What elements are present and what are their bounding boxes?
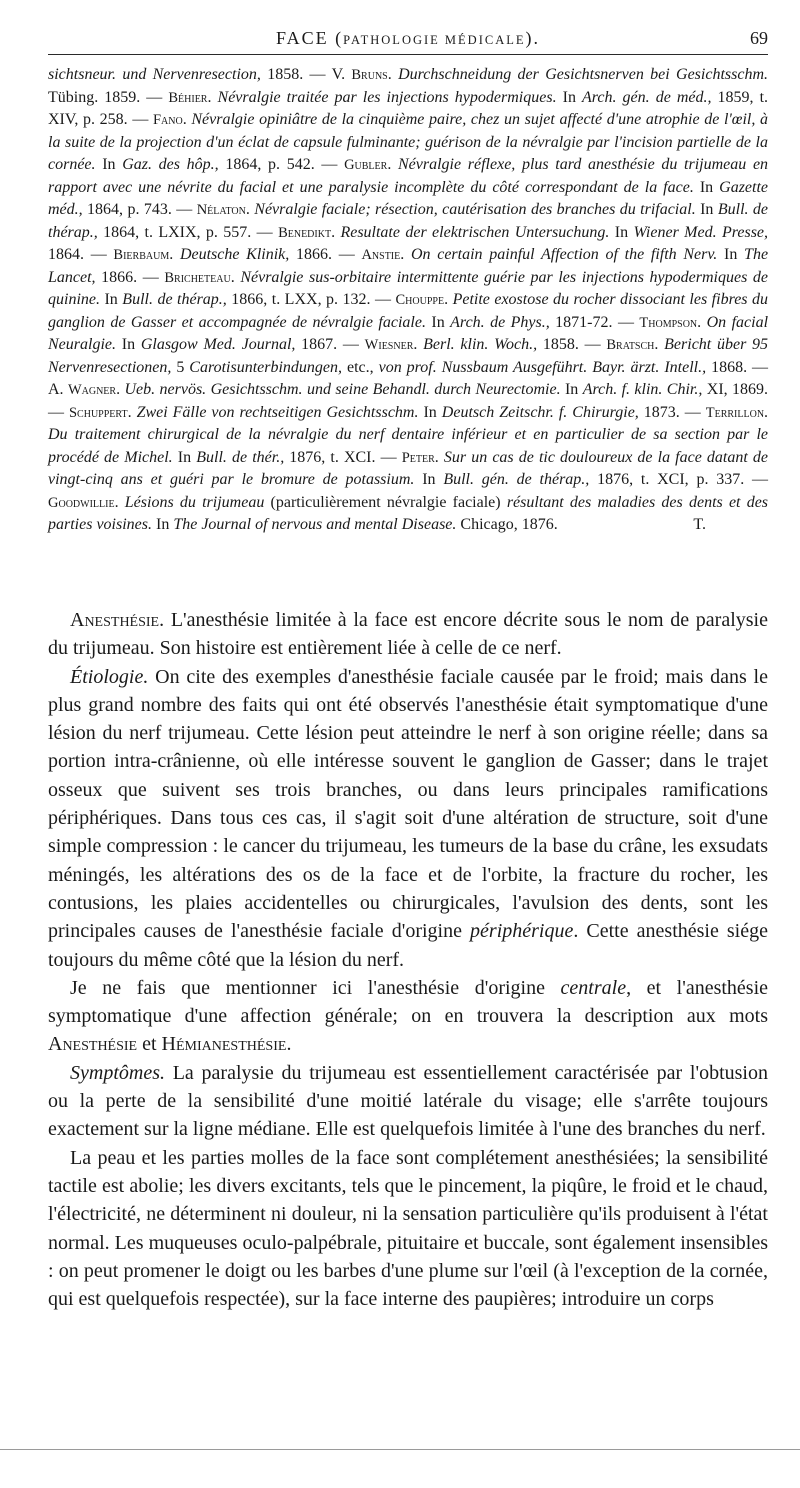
bib-text: In: [695, 201, 718, 218]
bib-text: .: [245, 201, 255, 218]
bib-journal: Bull. gén. de thérap.,: [443, 471, 590, 488]
bib-title: von prof. Nussbaum Ausgeführt. Bayr. ärzt. Intell.,: [378, 358, 707, 376]
bib-text: .: [400, 246, 411, 263]
bib-author: Nélaton: [196, 202, 246, 218]
bib-author: Bierbaum: [113, 247, 170, 263]
bib-text: .: [116, 381, 125, 398]
bib-title: sichtsneur. und Nervenresection,: [48, 66, 261, 83]
bib-journal: Wiener Med. Presse,: [633, 223, 769, 241]
bib-text: In: [425, 313, 451, 331]
bib-text: .: [434, 448, 444, 466]
bib-title: Névralgie traitée par les injections hypodermiques.: [217, 88, 557, 106]
paragraph-text: Je ne fais que mentionner ici l'anesthésie d'origine: [70, 976, 561, 999]
paragraph-text: et: [137, 1033, 162, 1056]
bib-title: Névralgie réflexe, plus tard anesthésie du trijumeau en rapport avec une névrite du facial et une paralysie incomplète du côté correspondant de la face.: [48, 156, 769, 196]
bib-text: XI, 1869. —: [48, 381, 769, 421]
bib-author: Schuppert: [68, 404, 128, 421]
bib-text: In: [609, 223, 634, 241]
bib-journal: Arch. gén. de méd.,: [582, 88, 712, 106]
cross-reference: Hémianesthésie: [161, 1033, 287, 1056]
bib-text: .: [654, 336, 665, 353]
running-title: [48, 28, 768, 49]
bib-title: Bericht über 95 Nervenresectionen,: [48, 336, 769, 376]
bib-text: In: [172, 448, 197, 466]
bib-author: Wagner: [67, 382, 117, 398]
bib-text: In: [100, 291, 123, 308]
author-signature: T.: [693, 516, 706, 533]
bib-author: Peter: [401, 449, 435, 466]
bib-text: .: [697, 313, 707, 331]
bib-journal: Deutsch Zeitschr. f. Chirurgie,: [441, 403, 639, 421]
page-number: 69: [750, 28, 768, 48]
bib-text: .: [169, 246, 180, 263]
bib-journal: Arch. de Phys.,: [450, 313, 550, 331]
paragraph-text: La paralysie du trijumeau est essentiellement caractérisée par l'obtusion ou la perte de la sensibilité d'une moitié latérale du visage; elle s'arrête toujours exactement sur la ligne médiane. Elle est quelquefois limitée à l'une des branches du nerf.: [48, 1061, 768, 1141]
bib-author: Chouppe: [395, 292, 445, 308]
bib-text: 1867. —: [295, 336, 365, 353]
bib-author: Bricheteau: [164, 269, 231, 286]
bib-text: .: [331, 223, 341, 241]
bib-text: In: [693, 178, 720, 196]
bib-author: Wiesner: [364, 337, 414, 353]
bib-journal: Gaz. des hôp.,: [122, 156, 219, 173]
bib-title: Du traitement chirurgical de la névralgie du nerf dentaire inférieur et en particulier de sa section par le procédé de Michel.: [48, 426, 768, 466]
bib-title: Névralgie sus-orbitaire intermittente guérie par les injections hypodermiques de quinine.: [48, 268, 769, 308]
bib-text: In: [116, 336, 141, 353]
bib-text: Chicago, 1876.: [456, 516, 558, 533]
bib-author: Thompson: [639, 314, 698, 331]
running-header: [48, 26, 768, 55]
bib-text: 1858. —: [537, 336, 607, 353]
paragraph-text: L'anesthésie limitée à la face est encore décrite sous le nom de paralysie du trijumeau. Son histoire est entièrement liée à celle de ce nerf.: [48, 609, 768, 660]
bib-text: .: [182, 111, 192, 128]
bib-text: etc.,: [342, 358, 379, 376]
main-text: [48, 606, 768, 1313]
bib-text: .: [230, 268, 241, 286]
bib-journal: Glasgow Med. Journal,: [140, 336, 296, 353]
emphasis: périphérique: [470, 920, 574, 943]
bib-journal: The Journal of nervous and mental Disease.: [173, 516, 457, 533]
bib-text: 1876, t. XCI. —: [284, 448, 402, 466]
bib-title: Durchschneidung der Gesichtsnerven bei Gesichtsschm.: [398, 66, 769, 83]
bib-author: Bruns: [351, 67, 388, 83]
bib-journal: Bull. de thérap.,: [48, 201, 769, 241]
bib-text: In: [414, 471, 444, 488]
emphasis: centrale: [560, 976, 627, 999]
bibliography-paragraph: [48, 64, 768, 537]
paragraph-text: .: [286, 1033, 292, 1056]
bib-author: Benedikt: [278, 224, 332, 241]
bib-text: In: [152, 516, 174, 533]
bib-text: 1873. —: [638, 403, 706, 421]
bib-title: Zwei Fälle von rechtseitigen Gesichtsschm.: [136, 403, 419, 421]
paragraph-etiologie: [48, 663, 768, 974]
bib-title: Névralgie faciale; résection, cautérisation des branches du trifacial.: [254, 201, 696, 218]
bib-journal: Bull. de thérap.,: [122, 291, 227, 308]
paragraph-text: On cite des exemples d'anesthésie faciale causée par le froid; mais dans le plus grand nombre des faits qui ont été observés l'anesthésie était symptomatique d'une lésion du nerf trijumeau. Cette lésion peut atteindre le nerf à son origine réelle; dans sa portion intra-crânienne, où elle intéresse souvent le ganglion de Gasser; dans le trajet osseux que suivent ses trois branches, ou dans leurs principales ramifications périphériques. Dans tous ces cas, il s'agit soit d'une altération de structure, soit d'une simple compression : le cancer du trijumeau, les tumeurs de la base du crâne, les exsudats méningés, les altérations des os de la face et de l'orbite, la fracture du rocher, les contusions, les plaies accidentelles ou chirurgicales, l'avulsion des dents, sont les principales causes de l'anesthésie faciale d'origine: [48, 665, 768, 943]
bib-text: In: [560, 381, 583, 398]
bib-journal: Deutsche Klinik,: [179, 246, 290, 263]
bib-author: Béhier: [168, 89, 208, 106]
paragraph-centrale: [48, 974, 768, 1059]
bib-title: Petite exostose du rocher dissociant les fibres du ganglion de Gasser et accompagnée de névralgie faciale.: [48, 291, 769, 331]
bib-text: 1864, t. LXIX, p. 557. —: [97, 223, 279, 241]
bib-text: In: [717, 246, 745, 263]
bib-text: 1866. —: [95, 268, 165, 286]
bib-title: Resultate der elektrischen Untersuchung.: [340, 223, 610, 241]
bib-journal: Gazette méd.,: [48, 178, 769, 218]
bib-text: In: [95, 156, 123, 173]
paragraph-text: , et l'anesthésie symptomatique d'une affection générale; on en trouvera la description aux mots: [48, 976, 769, 1028]
bottom-rule: [0, 1449, 800, 1450]
bib-author: Anstie: [361, 247, 401, 263]
bib-journal: Bull. de thér.,: [196, 448, 285, 466]
bib-text: .: [207, 88, 218, 106]
bib-text: In: [418, 403, 442, 421]
bib-author: Fano: [152, 112, 183, 128]
bib-title: On certain painful Affection of the fifth Nerv.: [410, 246, 718, 263]
bib-journal: Berl. klin. Woch.,: [423, 336, 538, 353]
paragraph-anesthesie: [48, 606, 768, 663]
bib-text: 1876, t. XCI, p. 337. —: [589, 471, 769, 488]
bib-text: 1864. —: [48, 246, 114, 263]
bib-text: Tübing. 1859. —: [48, 88, 169, 106]
bib-text: 1859, t. XIV, p. 258. —: [48, 88, 769, 128]
bib-author: Bratsch: [606, 337, 655, 353]
bib-text: .: [764, 403, 769, 421]
bib-author: Gubler: [344, 157, 388, 173]
bib-text: 1864, p. 743. —: [82, 201, 197, 218]
title-end: ).: [525, 28, 540, 48]
paragraph-text: . Cette anesthésie siége toujours du même côté que la lésion du nerf.: [48, 920, 768, 971]
bib-text: 1866. —: [289, 246, 362, 263]
bib-text: (particulièrement névralgie faciale): [264, 493, 507, 511]
title-subtitle: PATHOLOGIE MÉDICALE: [343, 33, 526, 47]
bib-author: Goodwillie: [48, 494, 115, 511]
bibliography-block: [48, 64, 768, 537]
bib-text: .: [413, 336, 424, 353]
bib-text: 5: [171, 358, 190, 376]
section-label: Symptômes.: [70, 1061, 165, 1084]
bib-text: .: [444, 291, 453, 308]
bib-title: On facial Neuralgie.: [48, 313, 769, 353]
bib-title: Névralgie opiniâtre de la cinquième paire, chez un sujet affecté d'une atrophie de l'œil, à la suite de la projection d'un éclat de capsule fulminante; guérison de la névralgie par l'incision partielle de la cornée.: [48, 111, 769, 173]
bib-title: Sur un cas de tic douloureux de la face datant de vingt-cinq ans et guéri par le bromure de potassium.: [48, 448, 769, 488]
bib-title: Lésions du trijumeau: [124, 493, 265, 511]
bib-title: Ueb. nervös. Gesichtsschm. und seine Behandl. durch Neurectomie.: [124, 381, 561, 398]
bib-text: 1858. — V.: [260, 66, 352, 83]
cross-reference: Anesthésie: [48, 1033, 138, 1056]
bib-author: Terrillon: [705, 404, 765, 421]
paragraph-symptomes: [48, 1059, 768, 1144]
section-label: Étiologie.: [70, 665, 149, 688]
bib-journal: The Lancet,: [48, 246, 769, 286]
bib-text: 1864, p. 542. —: [218, 156, 345, 173]
paragraph-text: La peau et les parties molles de la face sont complétement anesthésiées; la sensibilité tactile est abolie; les divers excitants, tels que le pincement, la piqûre, le froid et le chaud, l'électricité, ne déterminent ni douleur, ni la sensation particulière qu'ils produisent à l'état normal. Les muqueuses oculo-palpébrale, pituitaire et buccale, sont également insensibles : on peut promener le doigt ou les barbes d'une plume sur l'œil (à l'exception de la cornée, qui est quelquefois respectée), sur la face interne des paupières; introduire un corps: [48, 1146, 768, 1311]
bib-title: résultant des maladies des dents et des parties voisines.: [48, 493, 769, 533]
bib-text: 1866, t. LXX, p. 132. —: [226, 291, 396, 308]
bib-text: 1871-72. —: [549, 313, 640, 331]
bib-title: Carotisunterbindungen,: [189, 358, 343, 376]
bib-text: .: [127, 403, 137, 421]
bib-text: In: [556, 88, 582, 106]
paragraph-peau: [48, 1144, 768, 1314]
bib-journal: Arch. f. klin. Chir.,: [582, 381, 703, 398]
bib-text: .: [114, 493, 125, 511]
bib-text: 1868. — A.: [48, 358, 769, 398]
bib-text: .: [387, 156, 398, 173]
section-label: Anesthésie.: [70, 609, 165, 631]
bib-text: .: [387, 66, 399, 83]
title-main: FACE (: [276, 28, 344, 48]
